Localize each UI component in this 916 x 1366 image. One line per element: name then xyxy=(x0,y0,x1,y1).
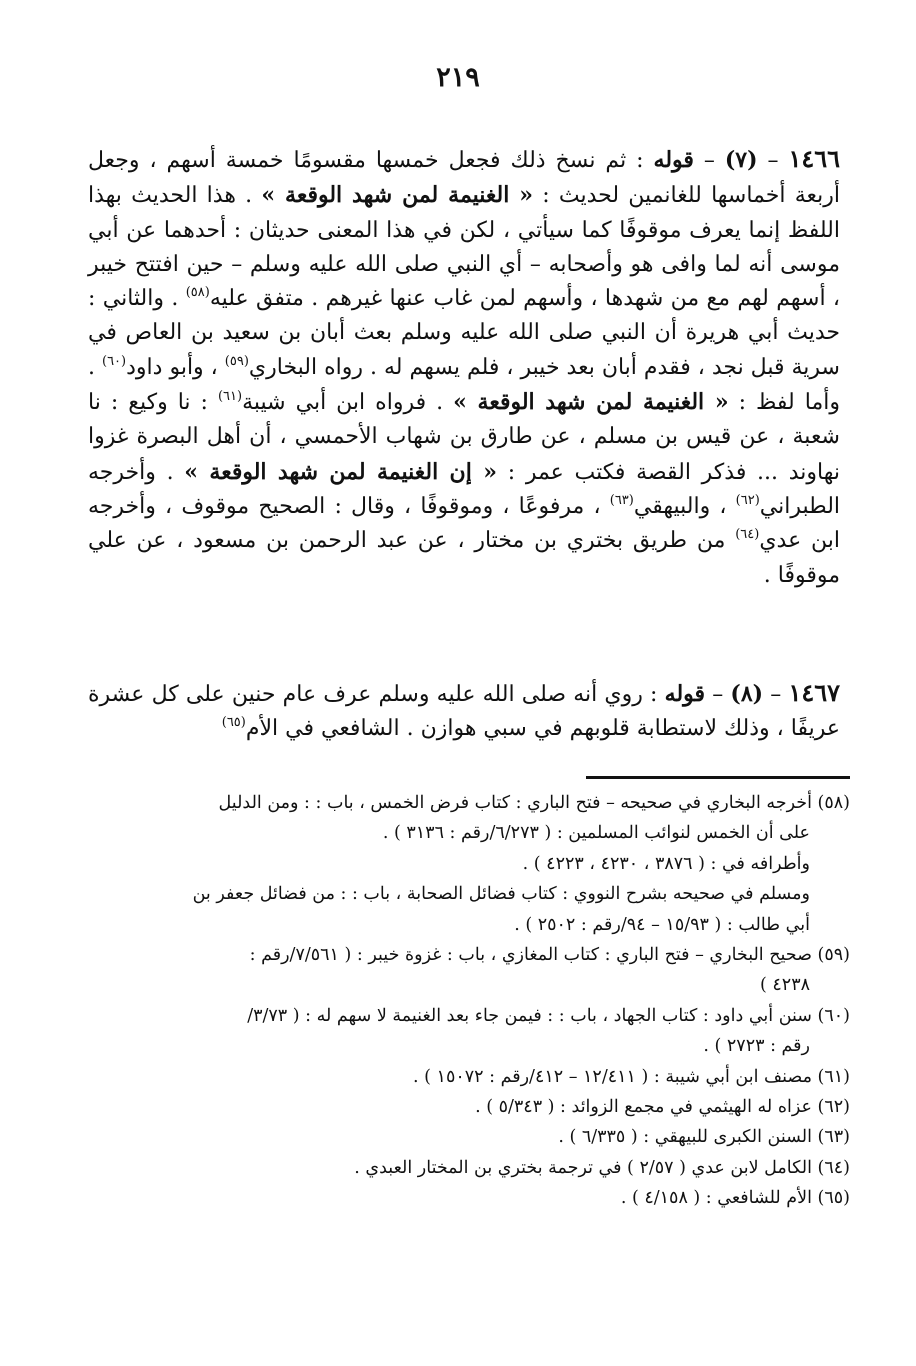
entry-label: قوله xyxy=(653,147,694,173)
entry-text: . وأما لفظ : xyxy=(88,354,840,416)
footnote xyxy=(82,1153,850,1183)
entry-text: . هذا الحديث بهذا اللفظ إنما يعرف موقوفًا كما سيأتي ، لكن في هذا المعنى حديثان : أحدهما عن أبي موسى أنه لما وافى هو وأصحابه – أي النبي صلى الله عليه وسلم – حين افتتح خيبر ، أسهم لهم مع من شهدها ، وأسهم لمن غاب عنها غيرهم . متفق عليه xyxy=(88,183,840,312)
entry-number: ١٤٦٧ xyxy=(788,678,841,707)
entry-text: من طريق بختري بن مختار ، عن عبد الرحمن بن مسعود ، عن علي موقوفًا . xyxy=(88,528,840,588)
footnotes-section xyxy=(82,788,850,1214)
footnote-line: ٤٢٣٨ ) xyxy=(760,975,810,996)
footnote-line: (٦٠) سنن أبي داود : كتاب الجهاد ، باب : : فيمن جاء بعد الغنيمة لا سهم له : ( ٣/٧٣/ xyxy=(247,1005,850,1026)
entry-text: . فرواه ابن أبي شيبة xyxy=(242,390,444,416)
footnote xyxy=(82,940,850,970)
footnote xyxy=(82,1092,850,1122)
footnote-continuation xyxy=(82,818,850,848)
footnote-line: (٥٩) صحيح البخاري – فتح الباري : كتاب المغازي ، باب : غزوة خيبر : ( ٧/٥٦١/رقم : xyxy=(249,945,850,966)
hadith-quote: « إن الغنيمة لمن شهد الوقعة » xyxy=(184,458,497,485)
footnote-line: (٦٥) الأم للشافعي : ( ٤/١٥٨ ) . xyxy=(620,1188,850,1209)
footnote-line: وأطرافه في : ( ٣٨٧٦ ، ٤٢٣٠ ، ٤٢٢٣ ) . xyxy=(522,853,810,874)
footnote xyxy=(82,1122,850,1152)
footnote-line: (٦١) مصنف ابن أبي شيبة : ( ١٢/٤١١ – ٤١٢/رقم : ١٥٠٧٢ ) . xyxy=(413,1066,850,1087)
entry-label: قوله xyxy=(664,681,706,707)
footnote xyxy=(82,1183,850,1213)
footnote-line: رقم : ٢٧٢٣ ) . xyxy=(703,1036,810,1057)
footnote-ref: (٥٨) xyxy=(185,285,210,301)
footnote xyxy=(82,788,850,818)
entry-text: . والثاني : حديث أبي هريرة أن النبي صلى الله عليه وسلم بعث أبان بن سعيد بن العاص في سرية قبل نجد ، فقدم أبان بعد خيبر ، فلم يسهم له . رواه البخاري xyxy=(88,286,840,380)
entry-dash: – xyxy=(767,148,779,173)
footnote-line: (٦٤) الكامل لابن عدي ( ٢/٥٧ ) في ترجمة بختري بن المختار العبدي . xyxy=(354,1157,850,1178)
footnote-line: (٦٢) عزاه له الهيثمي في مجمع الزوائد : ( ٥/٣٤٣ ) . xyxy=(475,1097,850,1118)
entry-number: ١٤٦٦ xyxy=(788,144,841,173)
entry-text: : نا وكيع : نا شعبة ، عن قيس بن مسلم ، عن طارق بن شهاب الأحمسي ، أن أهل البصرة غزوا نهاوند ... فذكر القصة فكتب عمر : xyxy=(88,390,841,485)
footnote xyxy=(82,1062,850,1092)
footnote-ref: (٦٤) xyxy=(735,527,760,543)
footnote-line: (٥٨) أخرجه البخاري في صحيحه – فتح الباري : كتاب فرض الخمس ، باب : : ومن الدليل xyxy=(218,793,850,813)
footnote-divider xyxy=(586,776,850,779)
hadith-quote: « الغنيمة لمن شهد الوقعة » xyxy=(453,389,729,416)
footnote xyxy=(82,1001,850,1031)
entry-text: : روي أنه صلى الله عليه وسلم عرف عام حنين على كل عشرة عريفًا ، وذلك لاستطابة قلوبهم في سبي هوازن . الشافعي في الأم xyxy=(88,682,840,742)
footnote-continuation xyxy=(82,849,850,879)
entry-sub-number: (٨) xyxy=(730,681,764,707)
page-number: ٢١٩ xyxy=(436,62,480,93)
entry-sub-number: (٧) xyxy=(724,147,758,173)
entry-dash: – xyxy=(712,682,724,707)
entry-text: . وأخرجه الطبراني xyxy=(88,459,841,519)
entry-1467 xyxy=(88,676,840,747)
footnote-line: أبي طالب : ( ١٥/٩٣ – ٩٤/رقم : ٢٥٠٢ ) . xyxy=(514,914,810,935)
footnote-line: على أن الخمس لنوائب المسلمين : ( ٦/٢٧٣/رقم : ٣١٣٦ ) . xyxy=(382,823,810,844)
footnote-ref: (٥٩) xyxy=(224,353,249,369)
entry-dash: – xyxy=(703,148,715,173)
entry-text: ، وأبو داود xyxy=(126,354,218,380)
footnote-continuation xyxy=(82,970,850,1000)
hadith-quote: « الغنيمة لمن شهد الوقعة » xyxy=(261,182,534,209)
footnote xyxy=(82,879,850,909)
footnote-continuation xyxy=(82,1031,850,1061)
footnote-line: ومسلم في صحيحه بشرح النووي : كتاب فضائل الصحابة ، باب : : من فضائل جعفر بن xyxy=(192,884,810,905)
footnote-line: (٦٣) السنن الكبرى للبيهقي : ( ٦/٣٣٥ ) . xyxy=(558,1127,850,1148)
footnote-ref: (٦٠) xyxy=(102,353,127,369)
entry-dash: – xyxy=(770,682,782,707)
footnote-ref: (٦٣) xyxy=(609,492,634,508)
entry-1466 xyxy=(88,142,840,593)
footnote-continuation xyxy=(82,910,850,940)
entry-text: : ثم نسخ ذلك فجعل خمسها مقسومًا خمسة أسهم ، وجعل أربعة أخماسها للغانمين لحديث : xyxy=(88,148,840,209)
footnote-ref: (٦٢) xyxy=(735,492,760,508)
entry-text: ، مرفوعًا ، وموقوفًا ، وقال : الصحيح موقوف ، وأخرجه ابن عدي xyxy=(88,493,840,554)
entry-text: ، والبيهقي xyxy=(633,493,727,519)
footnote-ref: (٦١) xyxy=(217,389,243,405)
footnote-ref: (٦٥) xyxy=(221,715,246,731)
